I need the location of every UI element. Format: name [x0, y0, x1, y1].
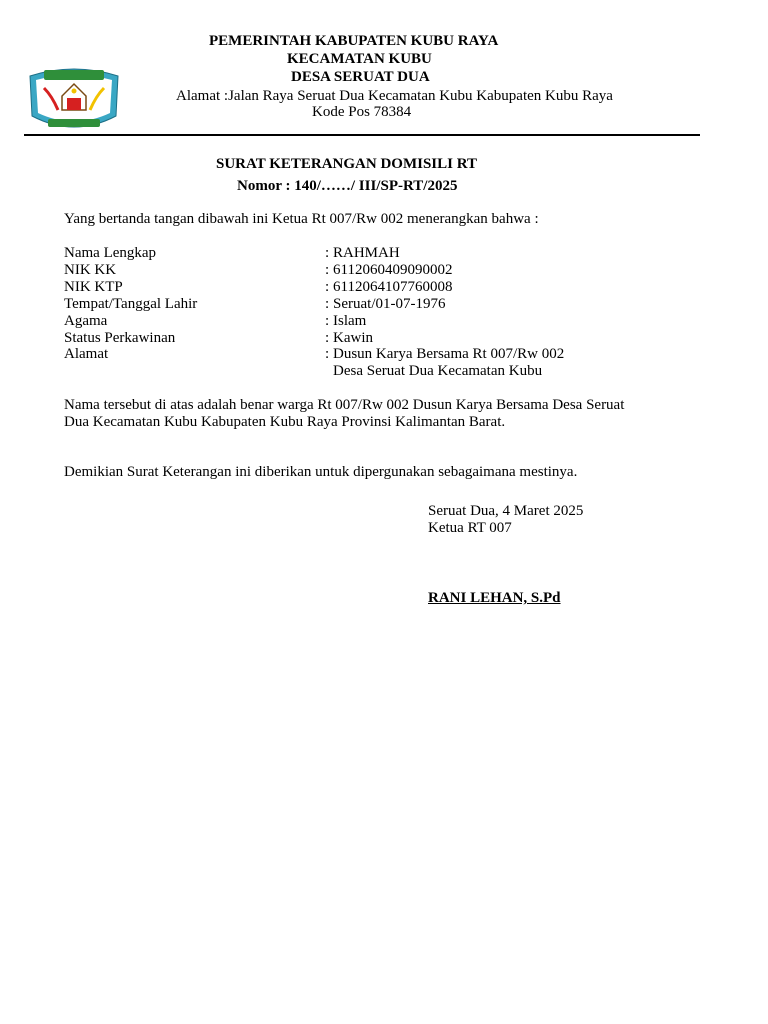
- letterhead-divider: [24, 134, 700, 136]
- field-value: Islam: [333, 313, 367, 329]
- village-heading: DESA SERUAT DUA: [291, 69, 430, 85]
- field-value: Dusun Karya Bersama Rt 007/Rw 002: [333, 346, 565, 362]
- field-label: NIK KK: [64, 262, 117, 278]
- field-label: Nama Lengkap: [64, 245, 157, 261]
- field-value: Kawin: [333, 330, 373, 346]
- statement-line-1: Nama tersebut di atas adalah benar warga Rt 007/Rw 002 Dusun Karya Bersama Desa Seruat: [64, 397, 625, 413]
- letter-number: Nomor : 140/……/ III/SP-RT/2025: [237, 178, 458, 194]
- letterhead-address: Alamat :Jalan Raya Seruat Dua Kecamatan Kubu Kabupaten Kubu Raya: [176, 88, 613, 104]
- kabupaten-kubu-raya-emblem: [22, 66, 126, 136]
- signatory-name: RANI LEHAN, S.Pd: [428, 590, 561, 606]
- district-heading: KECAMATAN KUBU: [287, 51, 432, 67]
- field-separator: :: [325, 346, 330, 362]
- field-label: Alamat: [64, 346, 109, 362]
- field-label: Tempat/Tanggal Lahir: [64, 296, 198, 312]
- field-value: 6112060409090002: [333, 262, 453, 278]
- field-separator: :: [325, 330, 330, 346]
- closing-paragraph: Demikian Surat Keterangan ini diberikan untuk dipergunakan sebagaimana mestinya.: [64, 464, 578, 480]
- field-label: NIK KTP: [64, 279, 123, 295]
- intro-paragraph: Yang bertanda tangan dibawah ini Ketua Rt 007/Rw 002 menerangkan bahwa :: [64, 211, 539, 227]
- letter-title: SURAT KETERANGAN DOMISILI RT: [216, 156, 478, 172]
- field-separator: :: [325, 262, 330, 278]
- field-value: 6112064107760008: [333, 279, 453, 295]
- field-separator: :: [325, 296, 330, 312]
- statement-line-2: Dua Kecamatan Kubu Kabupaten Kubu Raya Provinsi Kalimantan Barat.: [64, 414, 506, 430]
- field-value: Desa Seruat Dua Kecamatan Kubu: [333, 363, 543, 379]
- field-label: Status Perkawinan: [64, 330, 176, 346]
- government-heading: PEMERINTAH KABUPATEN KUBU RAYA: [209, 33, 499, 49]
- signatory-position: Ketua RT 007: [428, 520, 512, 536]
- field-separator: :: [325, 245, 330, 261]
- field-label: Agama: [64, 313, 108, 329]
- letterhead-postal-code: Kode Pos 78384: [312, 104, 412, 120]
- field-value: Seruat/01-07-1976: [333, 296, 446, 312]
- field-value: RAHMAH: [333, 245, 400, 261]
- field-separator: :: [325, 313, 330, 329]
- field-separator: :: [325, 279, 330, 295]
- place-and-date: Seruat Dua, 4 Maret 2025: [428, 503, 584, 519]
